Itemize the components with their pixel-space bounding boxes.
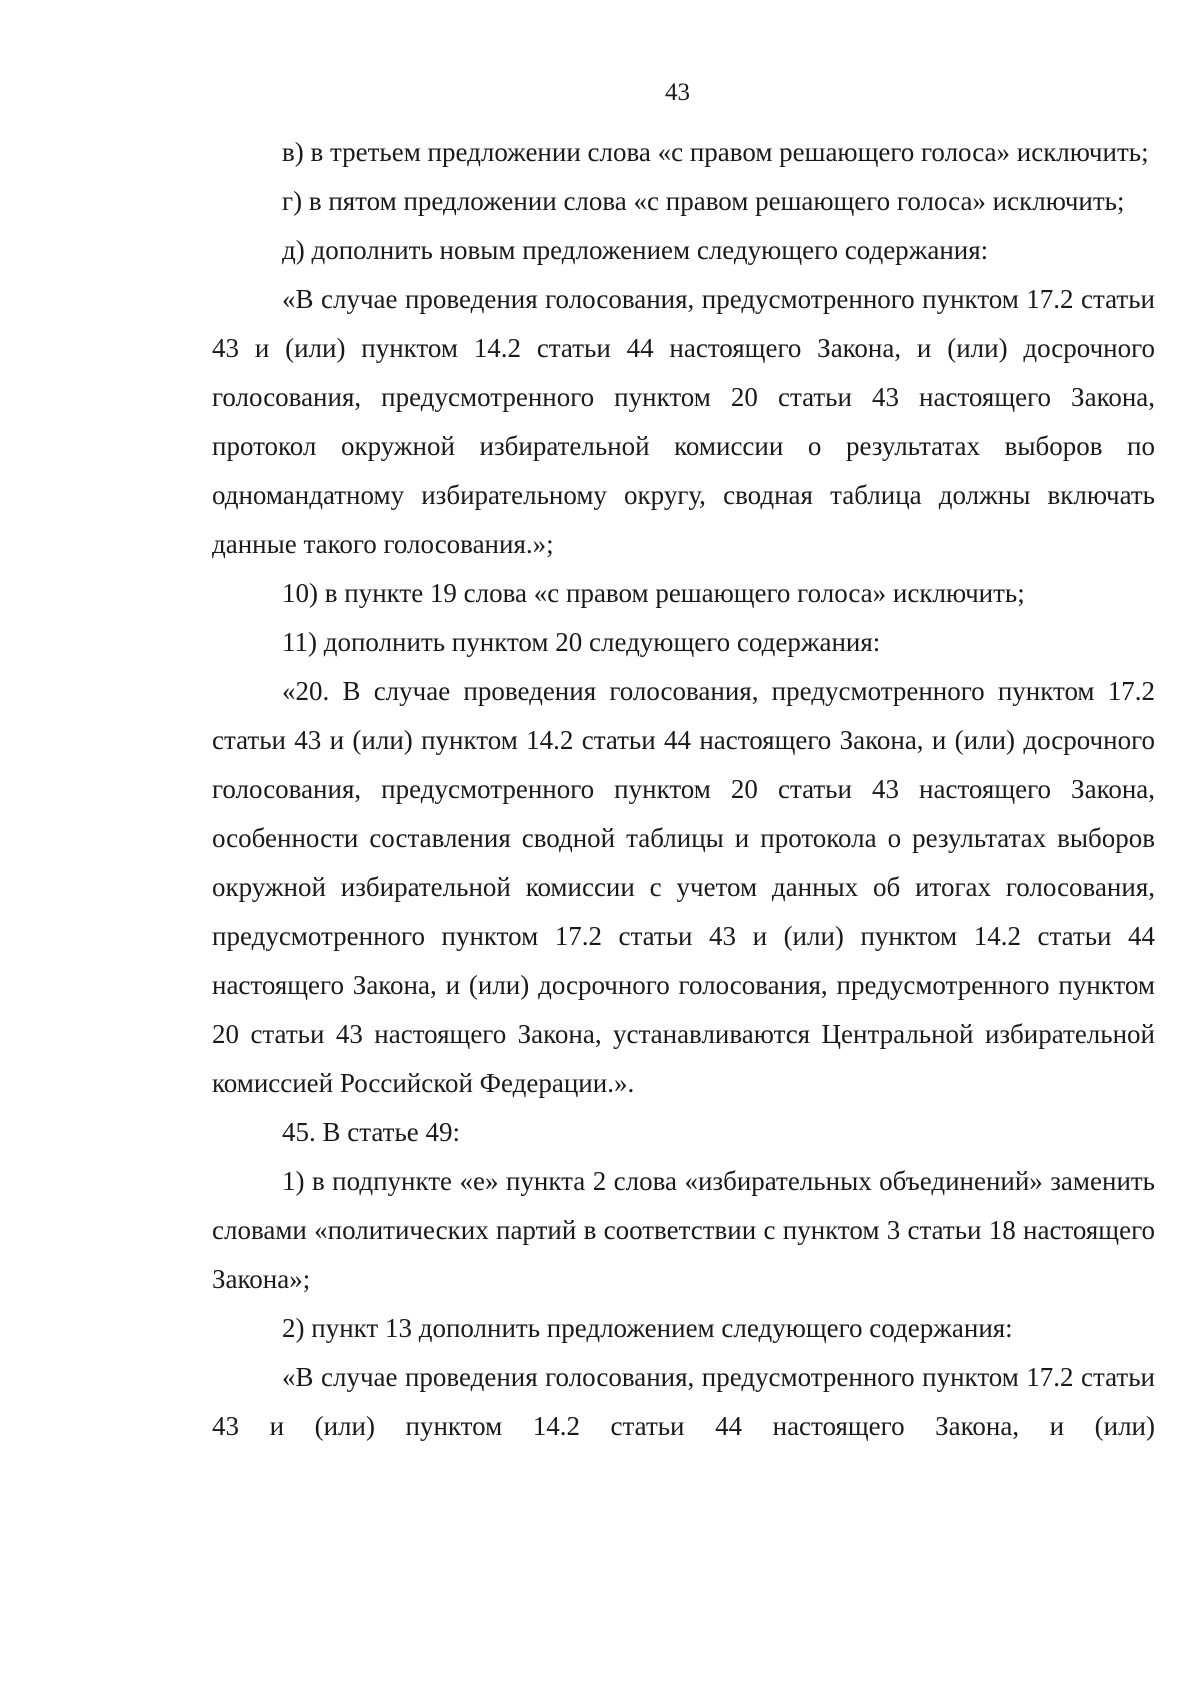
paragraph: «В случае проведения голосования, предусмотренного пунктом 17.2 статьи 43 и (или) пунктом 14.2 статьи 44 настоящего Закона, и (или) досрочного голосования, предусмотренного пунктом 20 статьи 43 настоящего Закона, протокол окружной избирательной комиссии о результатах выборов по одномандатному избирательному округу, сводная таблица должны включать данные такого голосования.»; (212, 284, 1155, 559)
page-number: 43 (665, 79, 690, 106)
paragraph: 10) в пункте 19 слова «с правом решающего голоса» исключить; (282, 578, 1025, 608)
paragraph: д) дополнить новым предложением следующего содержания: (282, 235, 989, 265)
paragraph: «20. В случае проведения голосования, предусмотренного пунктом 17.2 статьи 43 и (или) пунктом 14.2 статьи 44 настоящего Закона, и (или) досрочного голосования, предусмотренного пунктом 20 статьи 43 настоящего Закона, особенности составления сводной таблицы и протокола о результатах выборов окружной избирательной комиссии с учетом данных об итогах голосования, предусмотренного пунктом 17.2 статьи 43 и (или) пунктом 14.2 статьи 44 настоящего Закона, и (или) досрочного голосования, предусмотренного пунктом 20 статьи 43 настоящего Закона, устанавливаются Центральной избирательной комиссией Российской Федерации.». (212, 676, 1155, 1098)
paragraph: 11) дополнить пунктом 20 следующего содержания: (282, 627, 881, 657)
paragraph: г) в пятом предложении слова «с правом решающего голоса» исключить; (282, 186, 1125, 216)
paragraph: «В случае проведения голосования, предусмотренного пунктом 17.2 статьи 43 и (или) пунктом 14.2 статьи 44 настоящего Закона, и (или) (212, 1362, 1155, 1441)
document-body (212, 128, 1155, 1451)
paragraph: 2) пункт 13 дополнить предложением следующего содержания: (282, 1313, 1013, 1343)
paragraph: 45. В статье 49: (282, 1117, 461, 1147)
paragraph: 1) в подпункте «е» пункта 2 слова «избирательных объединений» заменить словами «политических партий в соответствии с пунктом 3 статьи 18 настоящего Закона»; (212, 1166, 1155, 1294)
paragraph: в) в третьем предложении слова «с правом решающего голоса» исключить; (282, 137, 1149, 167)
